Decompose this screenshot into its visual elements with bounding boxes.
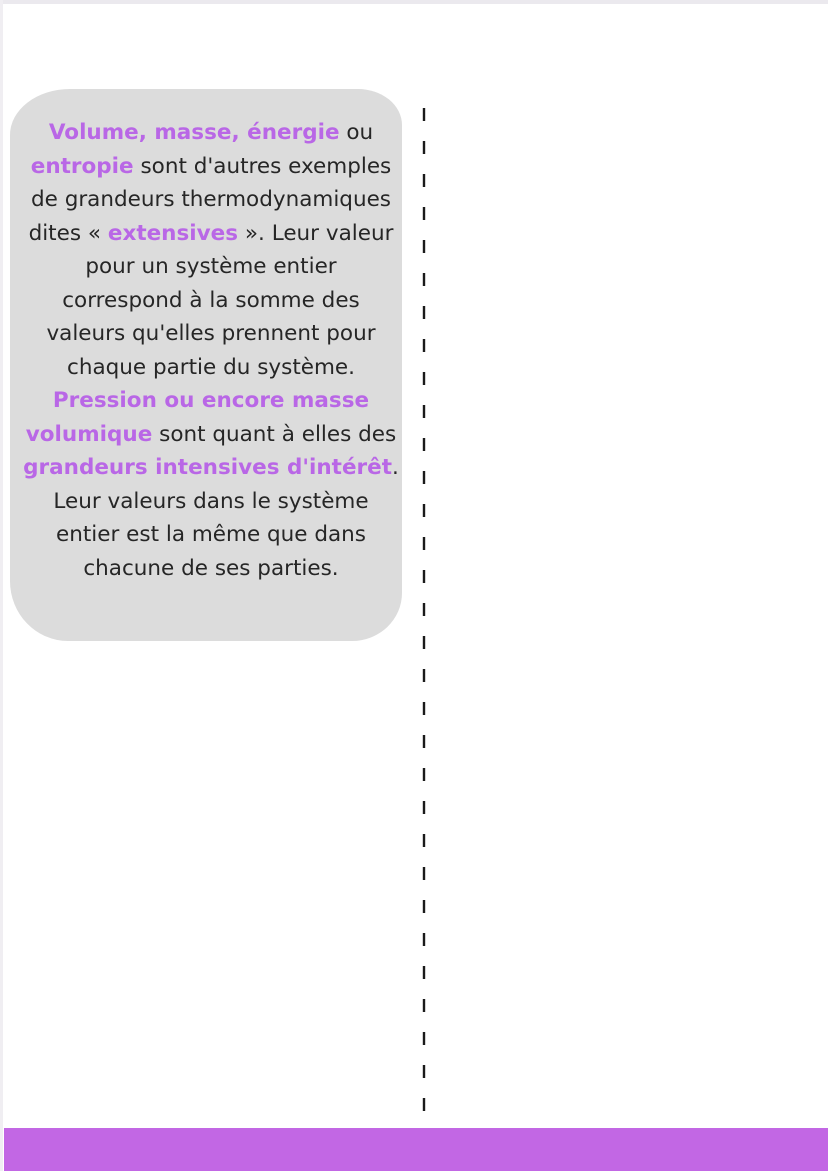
highlight-pression-masse-volumique: Pression ou encore masse volumique [25,388,370,447]
page-top-edge [0,0,828,4]
dashed-divider-line [410,106,438,1126]
page-left-edge [0,0,3,1171]
highlight-extensives: extensives [107,220,239,246]
note-text [22,116,400,585]
note-text-segment: sont quant à elles des [152,421,397,447]
highlight-grandeurs-intensives: grandeurs intensives d'intérêt [23,455,392,480]
note-text-segment: sont d'autres exemples de grandeurs thermodynamiques dites « [28,153,392,246]
note-text-segment: ou [339,120,374,145]
note-text-segment: ». Leur valeur pour un système entier correspond à la somme des valeurs qu'elles prennent pour chaque partie du système. [46,220,394,380]
highlight-volume-masse-energie: Volume, masse, énergie [48,120,340,145]
highlight-entropie: entropie [30,153,134,179]
note-text-segment: . Leur valeurs dans le système entier est la même que dans chacune de ses parties. [53,455,399,581]
footer-color-bar [4,1128,828,1171]
